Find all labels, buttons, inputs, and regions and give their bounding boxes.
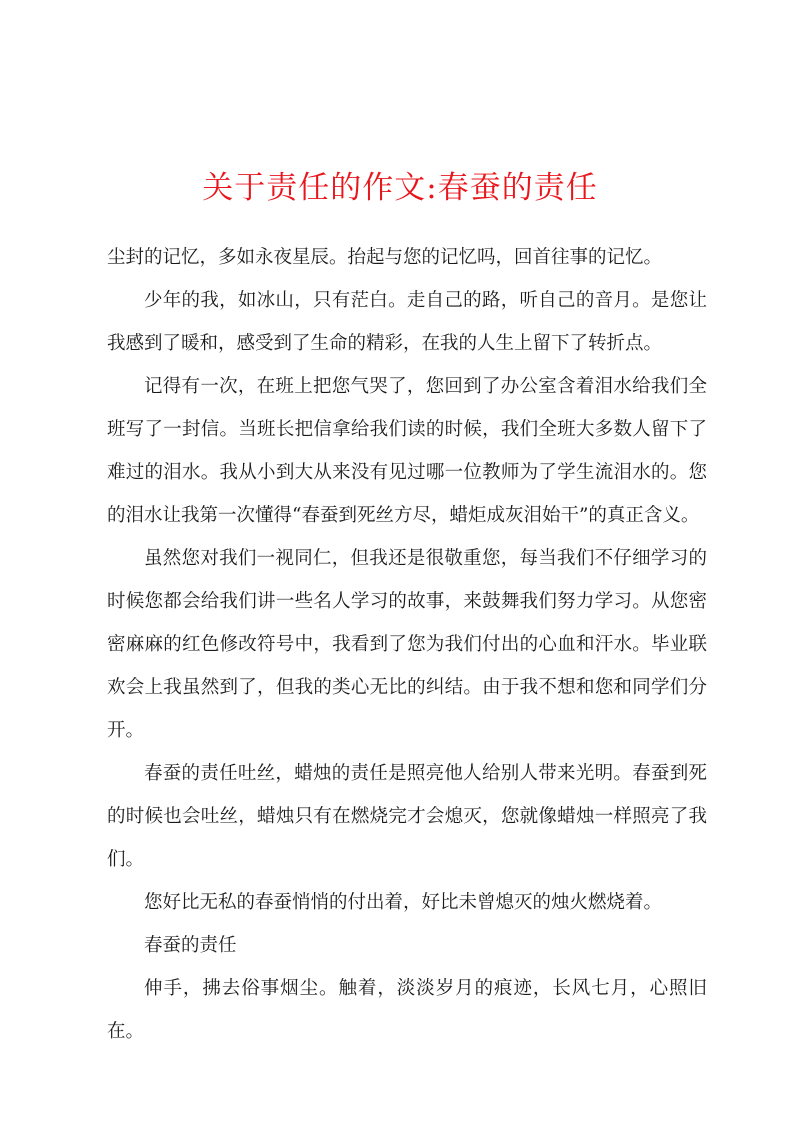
paragraph-7: 春蚕的责任: [144, 935, 237, 956]
document-body: [107, 236, 707, 1053]
paragraph-3: 记得有一次，在班上把您气哭了，您回到了办公室含着泪水给我们全班写了一封信。当班长把信拿给我们读的时候，我们全班大多数人留下了难过的泪水。我从小到大从来没有见过哪一位教师为了学生流泪水的。您的泪水让我第一次懂得“春蚕到死丝方尽，蜡炬成灰泪始干”的真正含义。: [107, 376, 707, 526]
paragraph-4: 虽然您对我们一视同仁，但我还是很敬重您，每当我们不仔细学习的时候您都会给我们讲一些名人学习的故事，来鼓舞我们努力学习。从您密密麻麻的红色修改符号中，我看到了您为我们付出的心血和汗水。毕业联欢会上我虽然到了，但我的类心无比的纠结。由于我不想和您和同学们分开。: [107, 548, 707, 741]
paragraph-1: 尘封的记忆，多如永夜星辰。抬起与您的记忆吗，回首往事的记忆。: [107, 247, 663, 268]
paragraph-8: 伸手，拂去俗事烟尘。触着，淡淡岁月的痕迹，长风七月，心照旧在。: [107, 978, 707, 1042]
paragraph-2: 少年的我，如冰山，只有茫白。走自己的路，听自己的音月。是您让我感到了暖和，感受到了生命的精彩，在我的人生上留下了转折点。: [107, 290, 707, 354]
document-title: 关于责任的作文:春蚕的责任: [202, 170, 598, 206]
paragraph-5: 春蚕的责任吐丝，蜡烛的责任是照亮他人给别人带来光明。春蚕到死的时候也会吐丝，蜡烛只有在燃烧完才会熄灭，您就像蜡烛一样照亮了我们。: [107, 763, 707, 870]
paragraph-6: 您好比无私的春蚕悄悄的付出着，好比未曾熄灭的烛火燃烧着。: [144, 892, 663, 913]
